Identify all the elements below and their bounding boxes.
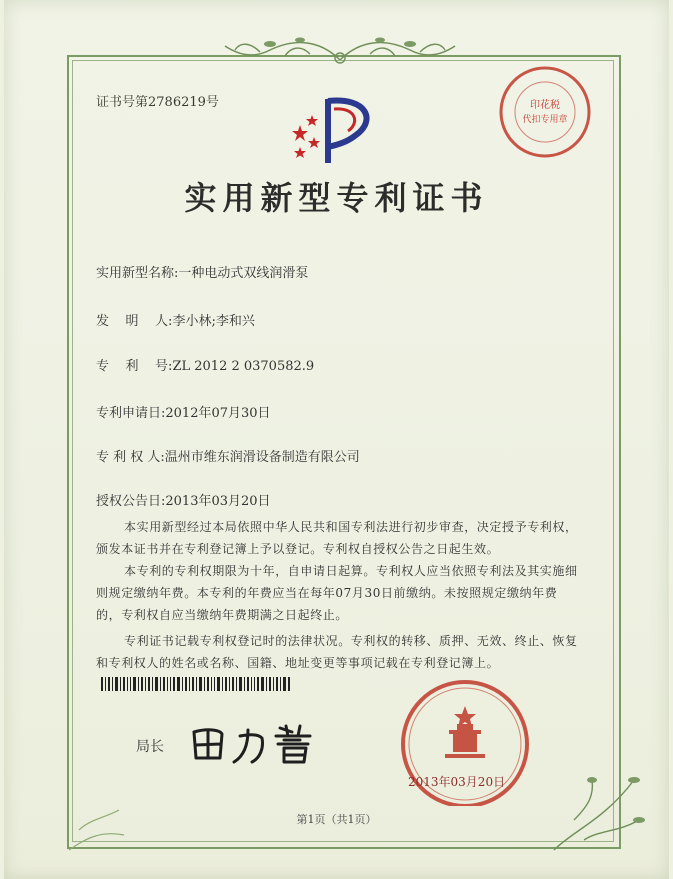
seal-center-line: 代扣专用章 [522,115,568,125]
certificate-number: 证书号第2786219号 [96,95,219,110]
field-value: 一种电动式双线润滑泵 [178,266,309,281]
field-label: 专 利 权 人: [96,450,165,465]
body-paragraph: 本专利的专利权期限为十年，自申请日起算。专利权人应当依照专利法及其实施细则规定缴纳年费。本专利的年费应当在每年07月30日前缴纳。未按照规定缴纳年费的，专利权自应当缴纳年费期满之日起终止。 [96,564,578,622]
seal-date: 2013年03月20日 [408,775,506,789]
field-inventor [96,310,255,329]
field-patentee [96,446,360,465]
field-label: 专利申请日: [96,406,166,421]
page-footer: 第1页（共1页） [296,813,377,826]
certificate-title: 实用新型专利证书 [184,179,489,217]
field-label: 发 明 人: [96,314,173,329]
director-label: 局长 [136,739,164,755]
field-utility-model-name [96,262,308,281]
top-ornament [200,30,480,74]
seal-center-line: 印花税 [530,100,560,111]
bottom-right-ornament [544,760,654,860]
body-paragraph: 本实用新型经过本局依照中华人民共和国专利法进行初步审查，决定授予专利权，颁发本证书并在专利登记簿上予以登记。专利权自授权公告之日起生效。 [96,520,578,556]
tax-seal-stamp [495,62,595,162]
director-signature [188,718,328,768]
field-application-date [96,402,271,421]
field-value: ZL 2012 2 0370582.9 [172,359,315,374]
field-label: 授权公告日: [96,494,166,509]
body-paragraph: 专利证书记载专利权登记时的法律状况。专利权的转移、质押、无效、终止、恢复和专利权人的姓名或名称、国籍、地址变更等事项记载在专利登记簿上。 [96,634,578,670]
field-label: 实用新型名称: [96,266,179,281]
barcode [101,677,291,691]
field-value: 2013年03月20日 [165,494,271,509]
field-grant-announcement-date [96,490,271,509]
field-label: 专 利 号: [96,359,173,374]
field-value: 2012年07月30日 [165,406,271,421]
field-patent-number [96,355,314,374]
certificate-body [96,516,580,674]
patent-office-logo [290,95,382,167]
field-value: 温州市维东润滑设备制造有限公司 [164,450,360,465]
field-value: 李小林;李和兴 [172,314,255,329]
bottom-left-ornament [64,800,144,860]
